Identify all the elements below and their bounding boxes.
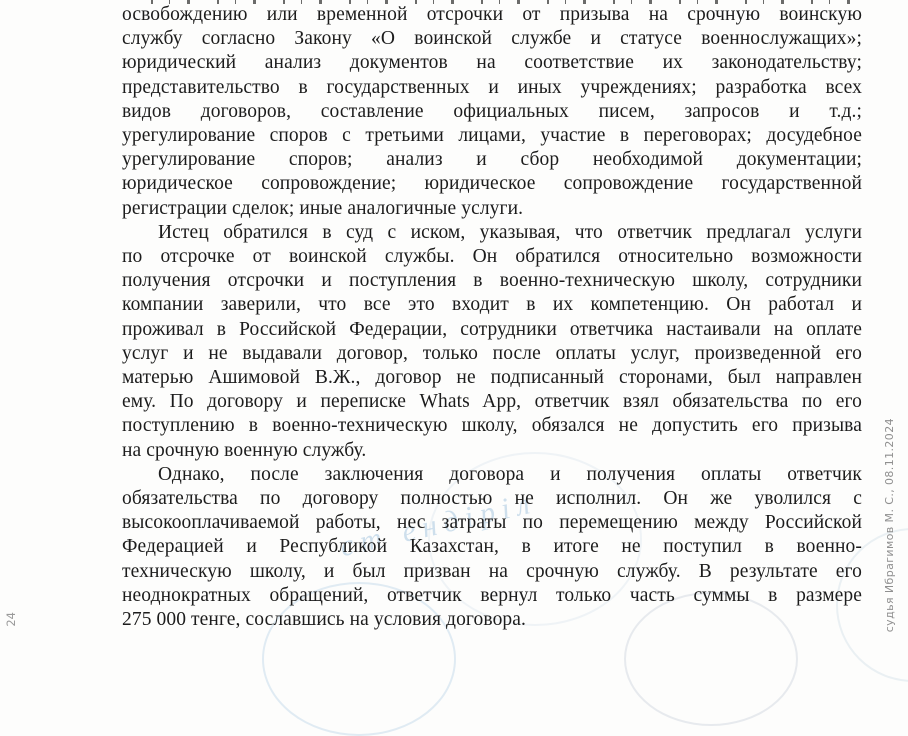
- text-line: видов договоров, составление официальных писем, запросов и т.д.;: [122, 100, 862, 122]
- text-line: проживал в Российской Федерации, сотрудники ответчика настаивали на оплате: [122, 318, 862, 340]
- text-line: урегулирование споров с третьими лицами, участие в переговорах; досудебное: [122, 125, 862, 147]
- text-line: неоднократных обращений, ответчик вернул только часть суммы в размере: [122, 584, 862, 606]
- text-line: Федерацией и Республикой Казахстан, в итоге не поступил в военно-: [122, 536, 862, 558]
- text-line: услуг и не выдавали договор, только после оплаты услуг, произведенной его: [122, 342, 862, 364]
- text-line: Истец обратился в суд с иском, указывая, что ответчик предлагал услуги: [158, 221, 862, 243]
- text-line: урегулирование споров; анализ и сбор необходимой документации;: [122, 149, 862, 171]
- text-line: юридическое сопровождение; юридическое сопровождение государственной: [122, 173, 862, 195]
- text-line: юридический анализ документов на соответствие их законодательству;: [122, 52, 862, 74]
- paragraph: [122, 3, 862, 221]
- text-line: 275 000 тенге, сославшись на условия договора.: [122, 609, 526, 631]
- text-line: высокооплачиваемой работы, нес затраты по перемещению между Российской: [122, 512, 862, 534]
- text-line: службу согласно Закону «О воинской службе и статусе военнослужащих»;: [122, 28, 862, 50]
- text-line: представительство в государственных и иных учреждениях; разработка всех: [122, 76, 862, 98]
- text-line: матерью Ашимовой В.Ж., договор не подписанный сторонами, был направлен: [122, 367, 862, 389]
- text-line: обязательства по договору полностью не исполнил. Он же уволился с: [122, 488, 862, 510]
- text-line: поступлению в военно-техническую школу, обязался не допустить его призыва: [122, 415, 862, 437]
- text-line: освобождению или временной отсрочки от призыва на срочную воинскую: [122, 4, 862, 25]
- text-line: регистрации сделок; иные аналогичные услуги.: [122, 197, 524, 219]
- paragraph: [122, 221, 862, 463]
- text-line: по отсрочке от воинской службы. Он обратился относительно возможности: [122, 246, 862, 268]
- text-line: техническую школу, и был призван на срочную службу. В результате его: [122, 560, 862, 582]
- judge-signature-side-note: судья Ибрагимов М. С., 08.11.2024: [883, 417, 896, 632]
- page-number-vertical: 24: [4, 612, 18, 627]
- text-line: получения отсрочки и поступления в военно-техническую школу, сотрудники: [122, 270, 862, 292]
- text-line: Однако, после заключения договора и получения оплаты ответчик: [158, 463, 862, 485]
- text-line: на срочную военную службу.: [122, 439, 367, 461]
- paragraph: [122, 463, 862, 632]
- text-line: ему. По договору и переписке Whats App, ответчик взял обязательства по его: [122, 391, 862, 413]
- watermark-text: ст ендіріл: [336, 485, 540, 564]
- document-page-text: [122, 3, 862, 632]
- text-line: компании заверили, что все это входит в их компетенцию. Он работал и: [122, 294, 862, 316]
